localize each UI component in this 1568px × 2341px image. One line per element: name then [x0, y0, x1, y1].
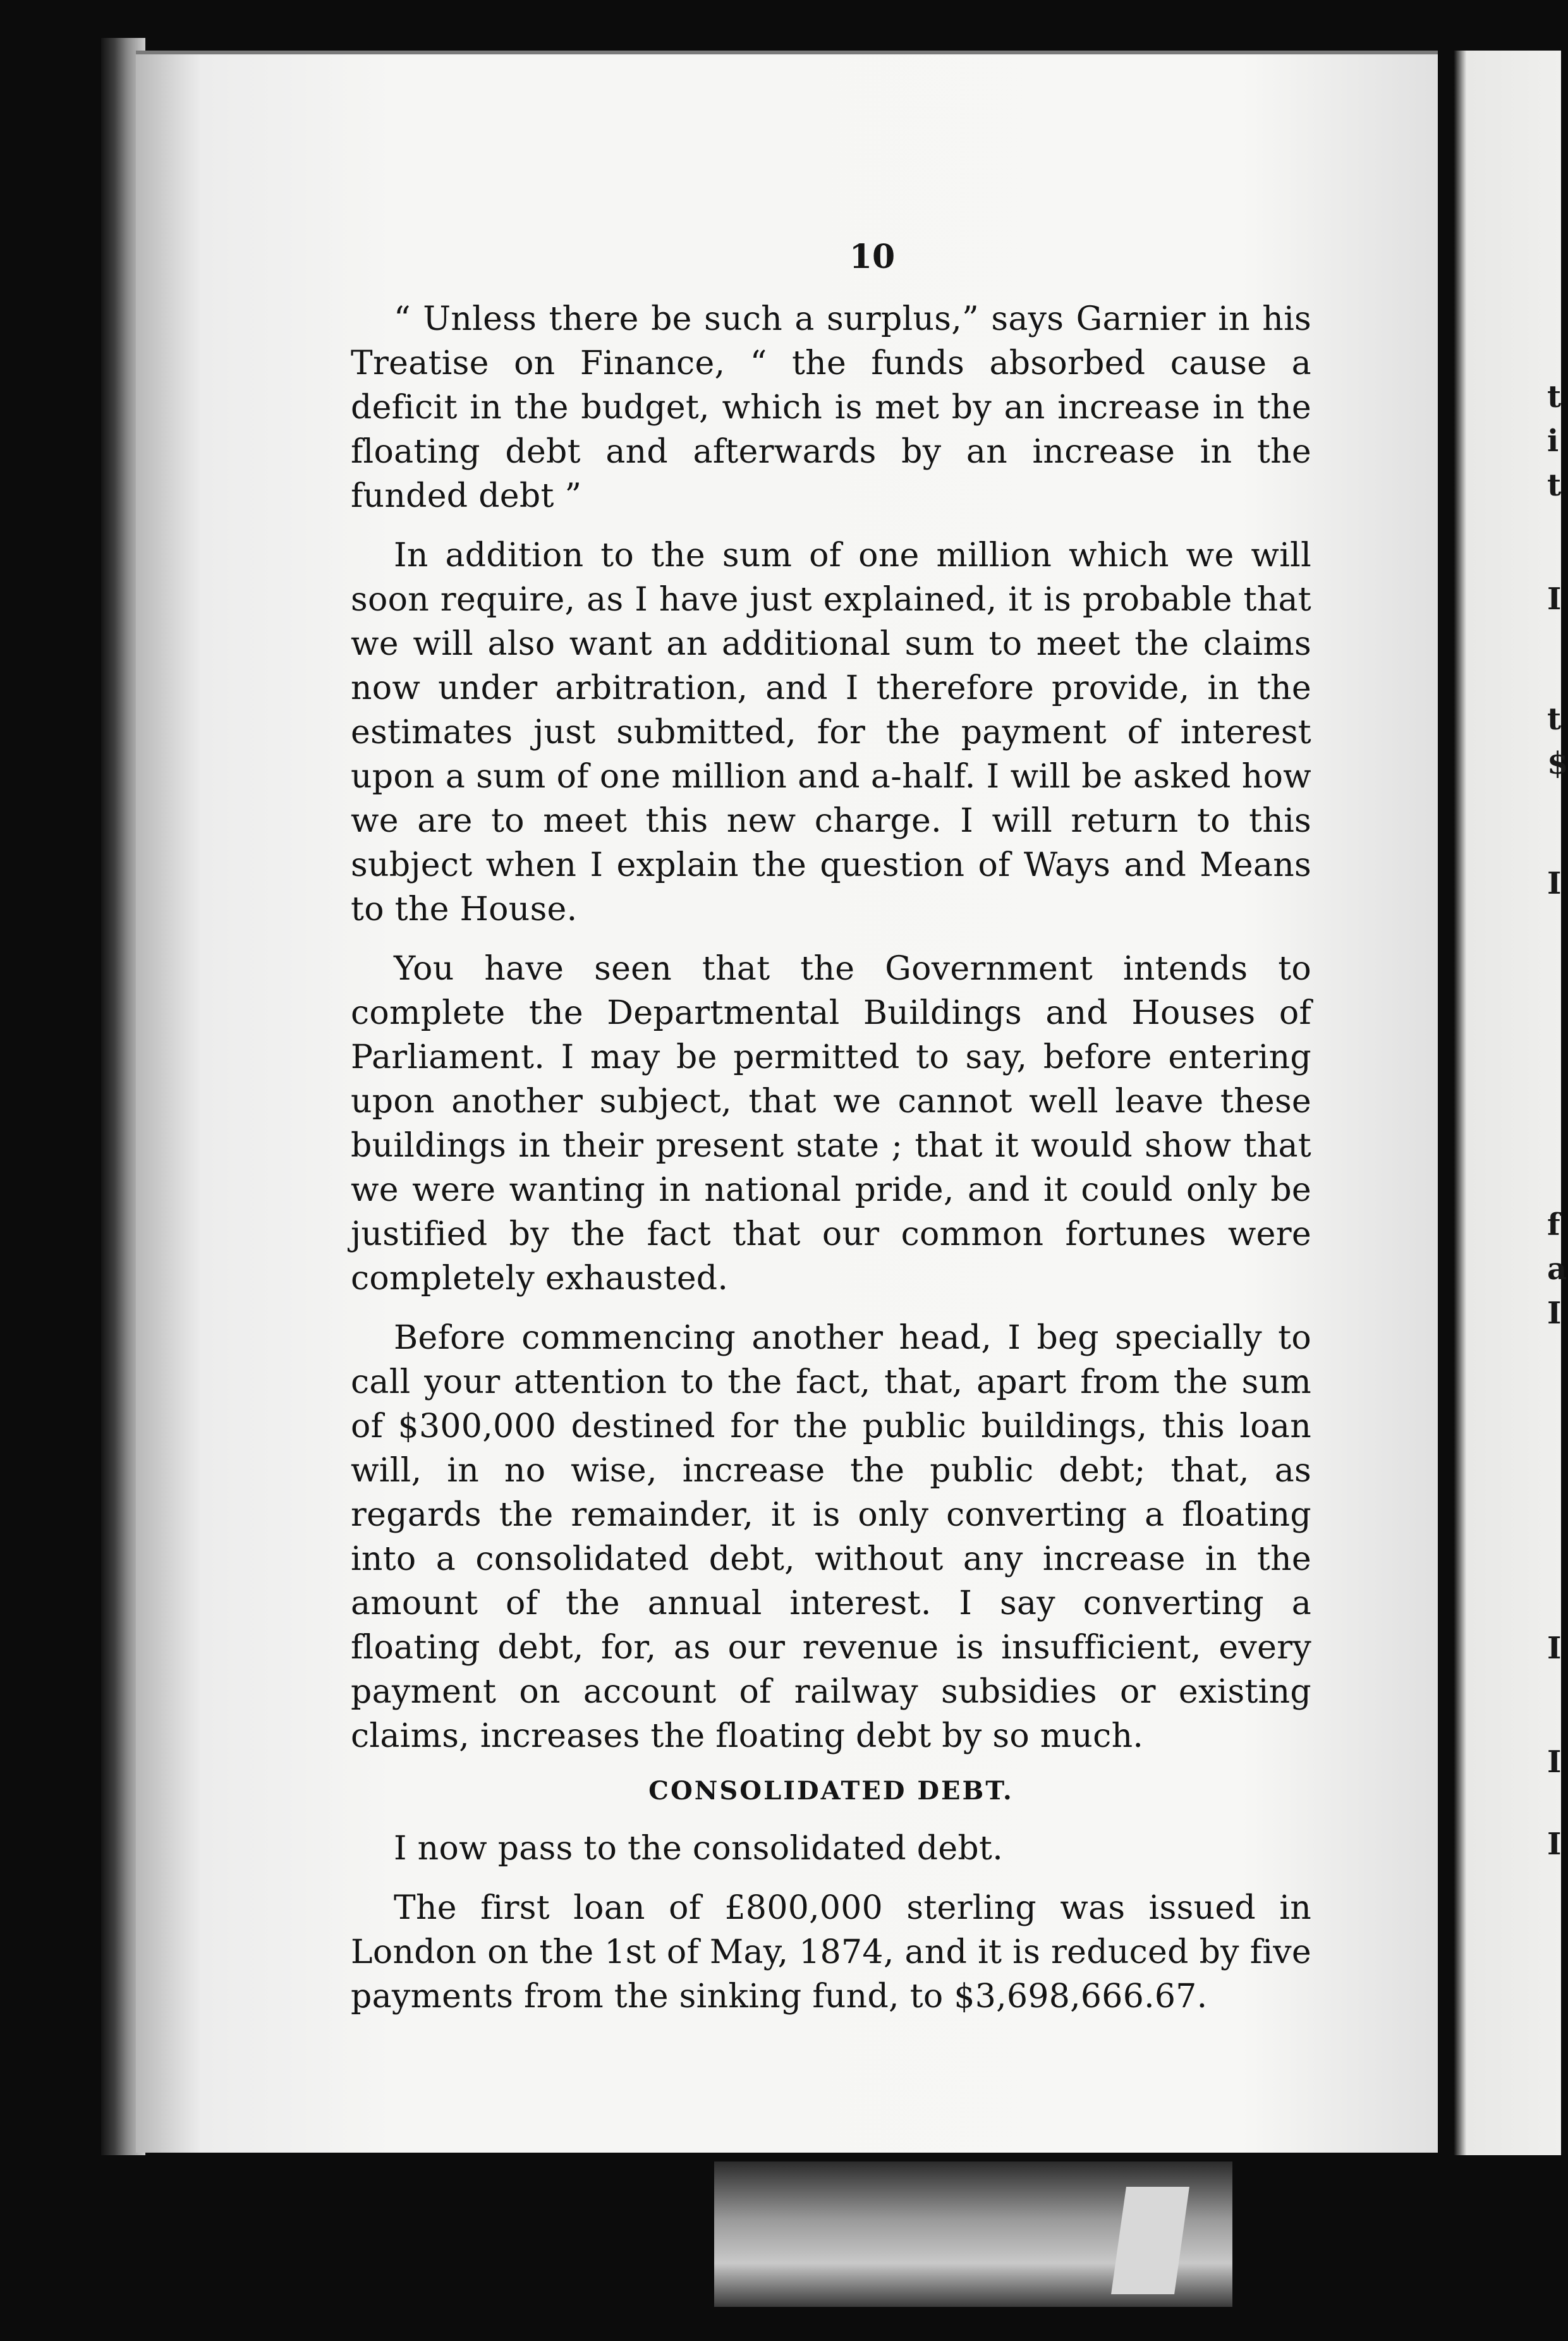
- facing-page-fragment: I: [1547, 581, 1562, 617]
- paragraph: “ Unless there be such a surplus,” says Garnier in his Treatise on Finance, “ the funds absorbed cause a deficit in the budget, which is met by an increase in the floating debt and afterwards by an increase in the funded debt ”: [351, 300, 1311, 515]
- facing-page-fragment: $: [1547, 746, 1568, 781]
- page-bottom-edge: [714, 2162, 1232, 2307]
- facing-page-fragment: i: [1547, 423, 1559, 459]
- paragraph: Before commencing another head, I beg specially to call your attention to the fact, that, apart from the sum of $300,000 destined for the public buildings, this loan will, in no wise, increase the public debt; that, as regards the remainder, it is only converting a floating into a consolidated debt, without any increase in the amount of the annual interest. I say converting a floating debt, for, as our revenue is insufficient, every payment on account of railway subsidies or existing claims, increases the floating debt by so much.: [351, 1319, 1311, 1755]
- facing-page-fragment: t: [1547, 468, 1562, 503]
- paragraph: In addition to the sum of one million which we will soon require, as I have just explained, it is probable that we will also want an additional sum to meet the claims now under arbitration, and I therefore provide, in the estimates just submitted, for the payment of interest upon a sum of one million and a-half. I will be asked how we are to meet this new charge. I will return to this subject when I explain the question of Ways and Means to the House.: [351, 537, 1311, 928]
- facing-page-fragment: I: [1547, 1296, 1562, 1331]
- facing-page-fragment: I: [1547, 1827, 1562, 1862]
- section-heading: CONSOLIDATED DEBT.: [648, 1776, 1014, 1806]
- facing-page-fragment: t: [1547, 702, 1562, 737]
- facing-page-fragment: t: [1547, 379, 1562, 415]
- facing-page-fragment: I: [1547, 866, 1562, 901]
- page-curl: [1111, 2187, 1189, 2294]
- facing-page-edge: [1454, 51, 1561, 2155]
- facing-page-fragment: a: [1547, 1251, 1567, 1287]
- facing-page-fragment: I: [1547, 1744, 1562, 1780]
- page-number: 10: [849, 238, 896, 276]
- paragraph: I now pass to the consolidated debt.: [394, 1830, 1004, 1868]
- facing-page-fragment: f: [1547, 1207, 1560, 1243]
- paragraph: The first loan of £800,000 sterling was issued in London on the 1st of May, 1874, and it is reduced by five payments from the sinking fund, to $3,698,666.67.: [351, 1889, 1311, 2016]
- paragraph: You have seen that the Government intends to complete the Departmental Buildings and Houses of Parliament. I may be permitted to say, before entering upon another subject, that we cannot well leave these buildings in their present state ; that it would show that we were wanting in national pride, and it could only be justified by the fact that our common fortunes were completely exhausted.: [351, 950, 1311, 1298]
- facing-page-fragment: I: [1547, 1631, 1562, 1666]
- page-text: [351, 297, 1311, 2034]
